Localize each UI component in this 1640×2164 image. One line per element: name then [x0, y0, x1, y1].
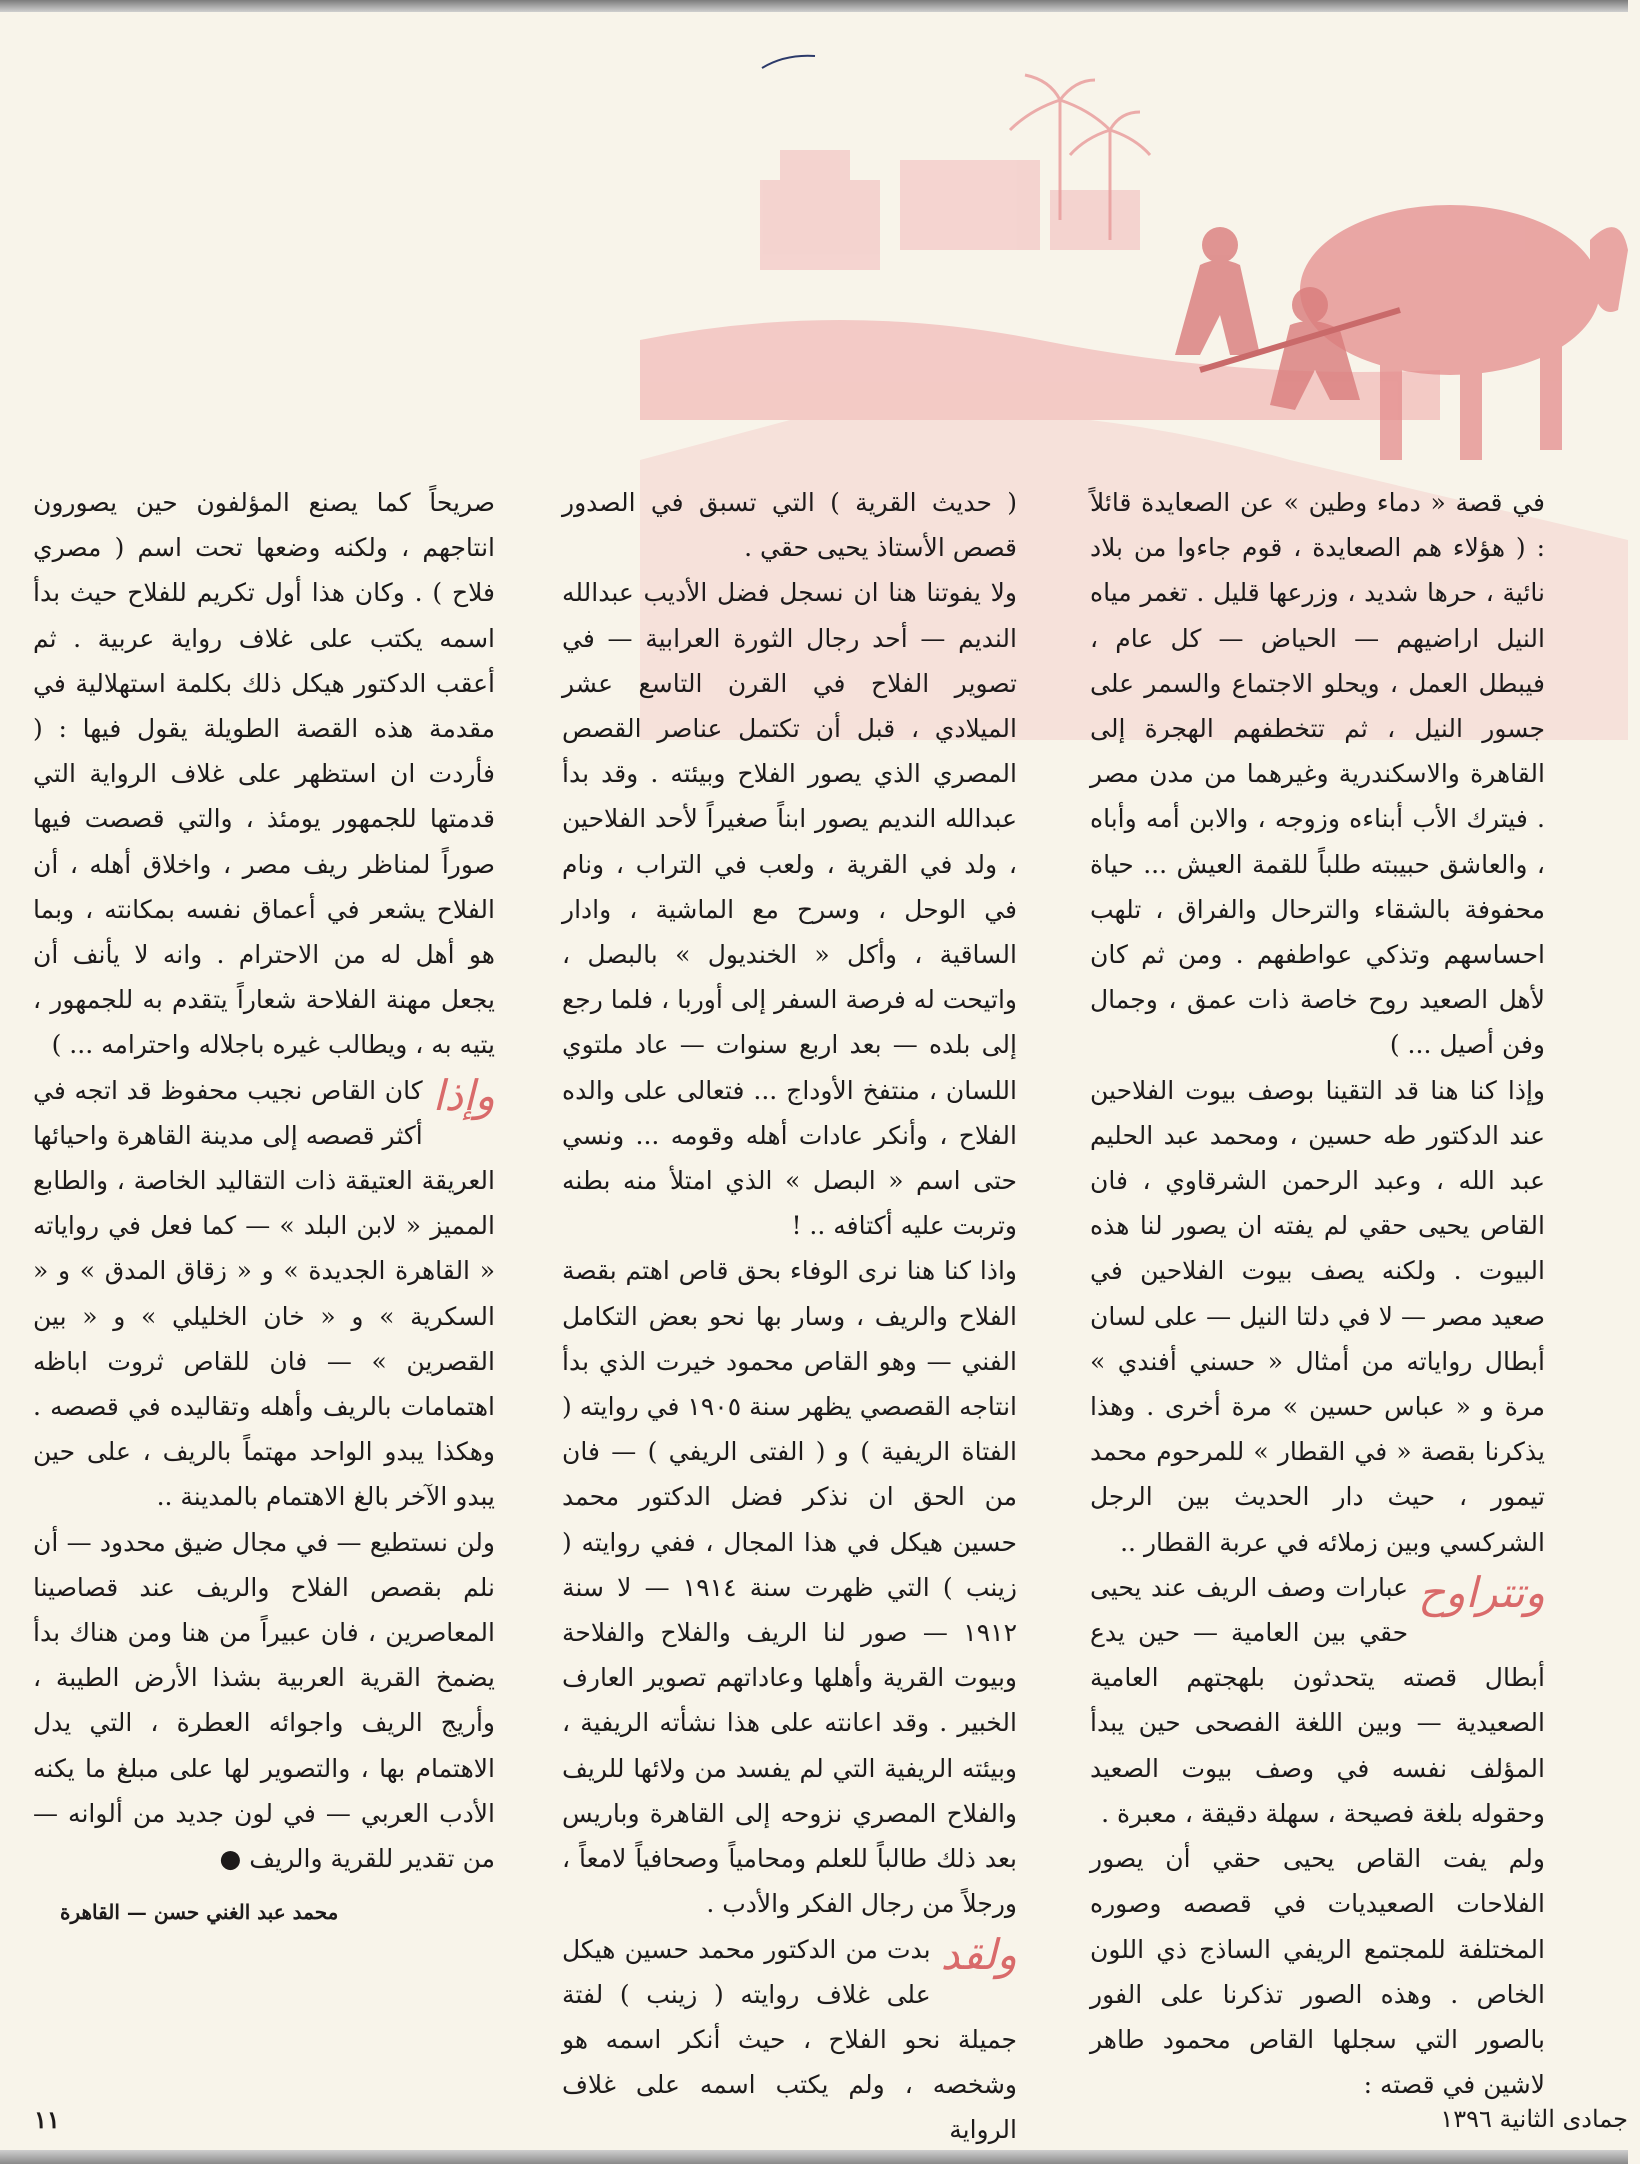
- paragraph-text: عبارات وصف الريف عند يحيى حقي بين العامية — حين يدع أبطال قصته يتحدثون بلهجتهم العامية الصعيدية — وبين اللغة الفصحى حين يبدأ المؤلف نفسه في وصف بيوت الصعيد وحقوله بلغة فصيحة ، سهلة دقيقة ، معبرة .: [1090, 1572, 1545, 1828]
- paragraph: [562, 1927, 1017, 2153]
- paragraph-text: بدت من الدكتور محمد حسين هيكل على غلاف روايته ( زينب ) لفتة جميلة نحو الفلاح ، حيث أنكر اسمه هو وشخصه ، ولم يكتب اسمه على غلاف الرواية: [562, 1934, 1017, 2145]
- drop-word: وإذا: [432, 1070, 495, 1120]
- drop-word: ولقد: [940, 1929, 1017, 1979]
- paragraph: وإذا كنا هنا قد التقينا بوصف بيوت الفلاحين عند الدكتور طه حسين ، ومحمد عبد الحليم عبد الله ، وعبد الرحمن الشرقاوي ، فان القاص يحيى حقي لم يفته ان يصور لنا هذه البيوت . ولكنه يصف بيوت الفلاحين في صعيد مصر — لا في دلتا النيل — على لسان أبطال رواياته من أمثال « حسني أفندي » مرة و « عباس حسين » مرة أخرى . وهذا يذكرنا بقصة « في القطار » للمرحوم محمد تيمور ، حيث دار الحديث بين الرجل الشركسي وبين زملائه في عربة القطار ..: [1090, 1075, 1545, 1557]
- article-column-right: [1090, 480, 1545, 2100]
- article-column-middle: [562, 480, 1017, 2145]
- paragraph: في قصة « دماء وطين » عن الصعايدة قائلاً : ( هؤلاء هم الصعايدة ، قوم جاءوا من بلاد نائية ، حرها شديد ، وزرعها قليل . تغمر مياه النيل اراضيهم — الحياض — كل عام ، فيبطل العمل ، ويحلو الاجتماع والسمر على جسور النيل ، ثم تتخطفهم الهجرة إلى القاهرة والاسكندرية وغيرهما من مدن مصر . فيترك الأب أبناءه وزوجه ، والابن أمه وأباه ، والعاشق حبيبته طلباً للقمة العيش ... حياة محفوفة بالشقاء والترحال والفراق ، تلهب احساسهم وتذكي عواطفهم . ومن ثم كان لأهل الصعيد روح خاصة ذات عمق ، وجمال وفن أصيل ... ): [1090, 488, 1545, 1060]
- paragraph: ( حديث القرية ) التي تسبق في الصدور قصص الأستاذ يحيى حقي .: [562, 488, 1017, 563]
- paragraph: ولا يفوتنا هنا ان نسجل فضل الأديب عبدالله النديم — أحد رجال الثورة العرابية — في تصوير الفلاح في القرن التاسع عشر الميلادي ، قبل أن تكتمل عناصر القصص المصري الذي يصور الفلاح وبيئته . وقد بدأ عبدالله النديم يصور ابناً صغيراً لأحد الفلاحين ، ولد في القرية ، ولعب في التراب ، ونام في الوحل ، وسرح مع الماشية ، وادار الساقية ، وأكل « الخنديول » بالبصل ، واتيحت له فرصة السفر إلى أوربا ، فلما رجع إلى بلده — بعد اربع سنوات — عاد ملتوي اللسان ، منتفخ الأوداج ... فتعالى على والده الفلاح ، وأنكر عادات أهله وقومه ... ونسي حتى اسم « البصل » الذي امتلأ منه بطنه وتربت عليه أكتافه .. !: [562, 578, 1017, 1241]
- paragraph: [1090, 1565, 1545, 1836]
- page-number: ١١: [34, 2105, 60, 2134]
- paragraph: [33, 1068, 495, 1520]
- paragraph-text: كان القاص نجيب محفوظ قد اتجه في أكثر قصصه إلى مدينة القاهرة واحيائها العريقة العتيقة ذات التقاليد الخاصة ، والطابع المميز « لابن البلد » — كما فعل في رواياته « القاهرة الجديدة » و « زقاق المدق » و « السكرية » و « خان الخليلي » و « بين القصرين » — فان للقاص ثروت اباظه اهتمامات بالريف وأهله وتقاليده في قصصه . وهكذا يبدو الواحد مهتماً بالريف ، على حين يبدو الآخر بالغ الاهتمام بالمدينة ..: [33, 1075, 495, 1512]
- author-byline: محمد عبد الغني حسن — القاهرة: [60, 1900, 339, 1924]
- scan-edge-bottom: [0, 2150, 1628, 2164]
- scan-edge-top: [0, 0, 1628, 12]
- article-column-left: [33, 480, 495, 2100]
- paragraph: واذا كنا هنا نرى الوفاء بحق قاص اهتم بقصة الفلاح والريف ، وسار بها نحو بعض التكامل الفني — وهو القاص محمود خيرت الذي بدأ انتاجه القصصي يظهر سنة ١٩٠٥ في روايته ( الفتاة الريفية ) و ( الفتى الريفي ) — فان من الحق ان نذكر فضل الدكتور محمد حسين هيكل في هذا المجال ، ففي روايته ( زينب ) التي ظهرت سنة ١٩١٤ — لا سنة ١٩١٢ — صور لنا الريف والفلاح والفلاحة وبيوت القرية وأهلها وعاداتهم تصوير العارف الخبير . وقد اعانته على هذا نشأته الريفية ، وبيئته الريفية التي لم يفسد من ولائها للريف والفلاح المصري نزوحه إلى القاهرة وباريس بعد ذلك طالباً للعلم ومحامياً وصحافياً لامعاً ، ورجلاً من رجال الفكر والأدب .: [562, 1256, 1017, 1919]
- paragraph: صريحاً كما يصنع المؤلفون حين يصورون انتاجهم ، ولكنه وضعها تحت اسم ( مصري فلاح ) . وكان هذا أول تكريم للفلاح حيث بدأ اسمه يكتب على غلاف رواية عربية . ثم أعقب الدكتور هيكل ذلك بكلمة استهلالية في مقدمة هذه القصة الطويلة يقول فيها : ( فأردت ان استظهر على غلاف الرواية التي قدمتها للجمهور يومئذ ، والتي قصصت فيها صوراً لمناظر ريف مصر ، واخلاق أهله ، أن الفلاح يشعر في أعماق نفسه بمكانته ، وبما هو أهل له من الاحترام . وانه لا يأنف أن يجعل مهنة الفلاحة شعاراً يتقدم به للجمهور ، يتيه به ، ويطالب غيره باجلاله واحترامه ... ): [33, 488, 495, 1060]
- paragraph: ولم يفت القاص يحيى حقي أن يصور الفلاحات الصعيديات في قصصه وصوره المختلفة للمجتمع الريفي الساذج ذي اللون الخاص . وهذه الصور تذكرنا على الفور بالصور التي سجلها القاص محمود طاهر لاشين في قصته :: [1090, 1844, 1545, 2100]
- paragraph: ولن نستطيع — في مجال ضيق محدود — أن نلم بقصص الفلاح والريف عند قصاصينا المعاصرين ، فان عبيراً من هنا ومن هناك بدأ يضمخ القرية العربية بشذا الأرض الطيبة ، وأريج الريف واجوائه العطرة ، التي يدل الاهتمام بها ، والتصوير لها على مبلغ ما يكنه الأدب العربي — في لون جديد من ألوانه — من تقدير للقرية والريف ●: [33, 1527, 495, 1874]
- drop-word: وتتراوح: [1418, 1567, 1545, 1617]
- issue-date: جمادى الثانية ١٣٩٦: [1440, 2105, 1628, 2133]
